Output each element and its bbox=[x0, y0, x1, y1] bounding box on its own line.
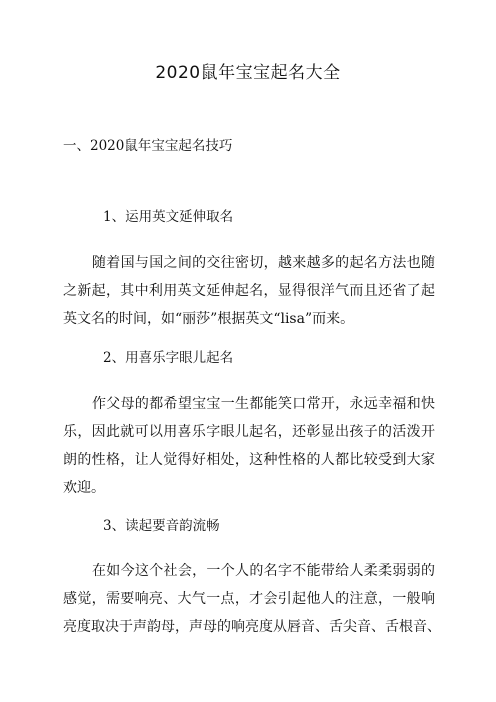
document-title: 2020鼠年宝宝起名大全 bbox=[155, 63, 341, 83]
paragraph-line: 感觉，需要响亮、大气一点，才会引起他人的注意，一般响 bbox=[63, 591, 435, 607]
paragraph-line: 英文名的时间，如“丽莎”根据英文“lisa”而来。 bbox=[63, 311, 355, 327]
item-heading-2: 2、用喜乐字眼儿起名 bbox=[103, 350, 234, 366]
paragraph-line: 随着国与国之间的交往密切，越来越多的起名方法也随 bbox=[92, 255, 435, 271]
paragraph-line: 亮度取决于声韵母，声母的响亮度从唇音、舌尖音、舌根音、 bbox=[63, 619, 441, 635]
item-paragraph-1 bbox=[63, 249, 435, 333]
item-heading-1: 1、运用英文延伸取名 bbox=[103, 209, 234, 225]
paragraph-line: 欢迎。 bbox=[63, 480, 105, 496]
paragraph-line: 乐，因此就可以用喜乐字眼儿起名，还彰显出孩子的活泼开 bbox=[63, 424, 435, 440]
section-heading: 一、2020鼠年宝宝起名技巧 bbox=[63, 138, 233, 154]
item-paragraph-3 bbox=[63, 557, 441, 641]
paragraph-line: 朗的性格，让人觉得好相处，这种性格的人都比较受到大家 bbox=[63, 452, 435, 468]
paragraph-line: 在如今这个社会，一个人的名字不能带给人柔柔弱弱的 bbox=[92, 563, 435, 579]
item-paragraph-2 bbox=[63, 390, 435, 502]
item-heading-3: 3、读起要音韵流畅 bbox=[103, 518, 220, 534]
paragraph-line: 作父母的都希望宝宝一生都能笑口常开，永远幸福和快 bbox=[92, 396, 435, 412]
paragraph-line: 之新起，其中利用英文延伸起名，显得很洋气而且还省了起 bbox=[63, 283, 435, 299]
